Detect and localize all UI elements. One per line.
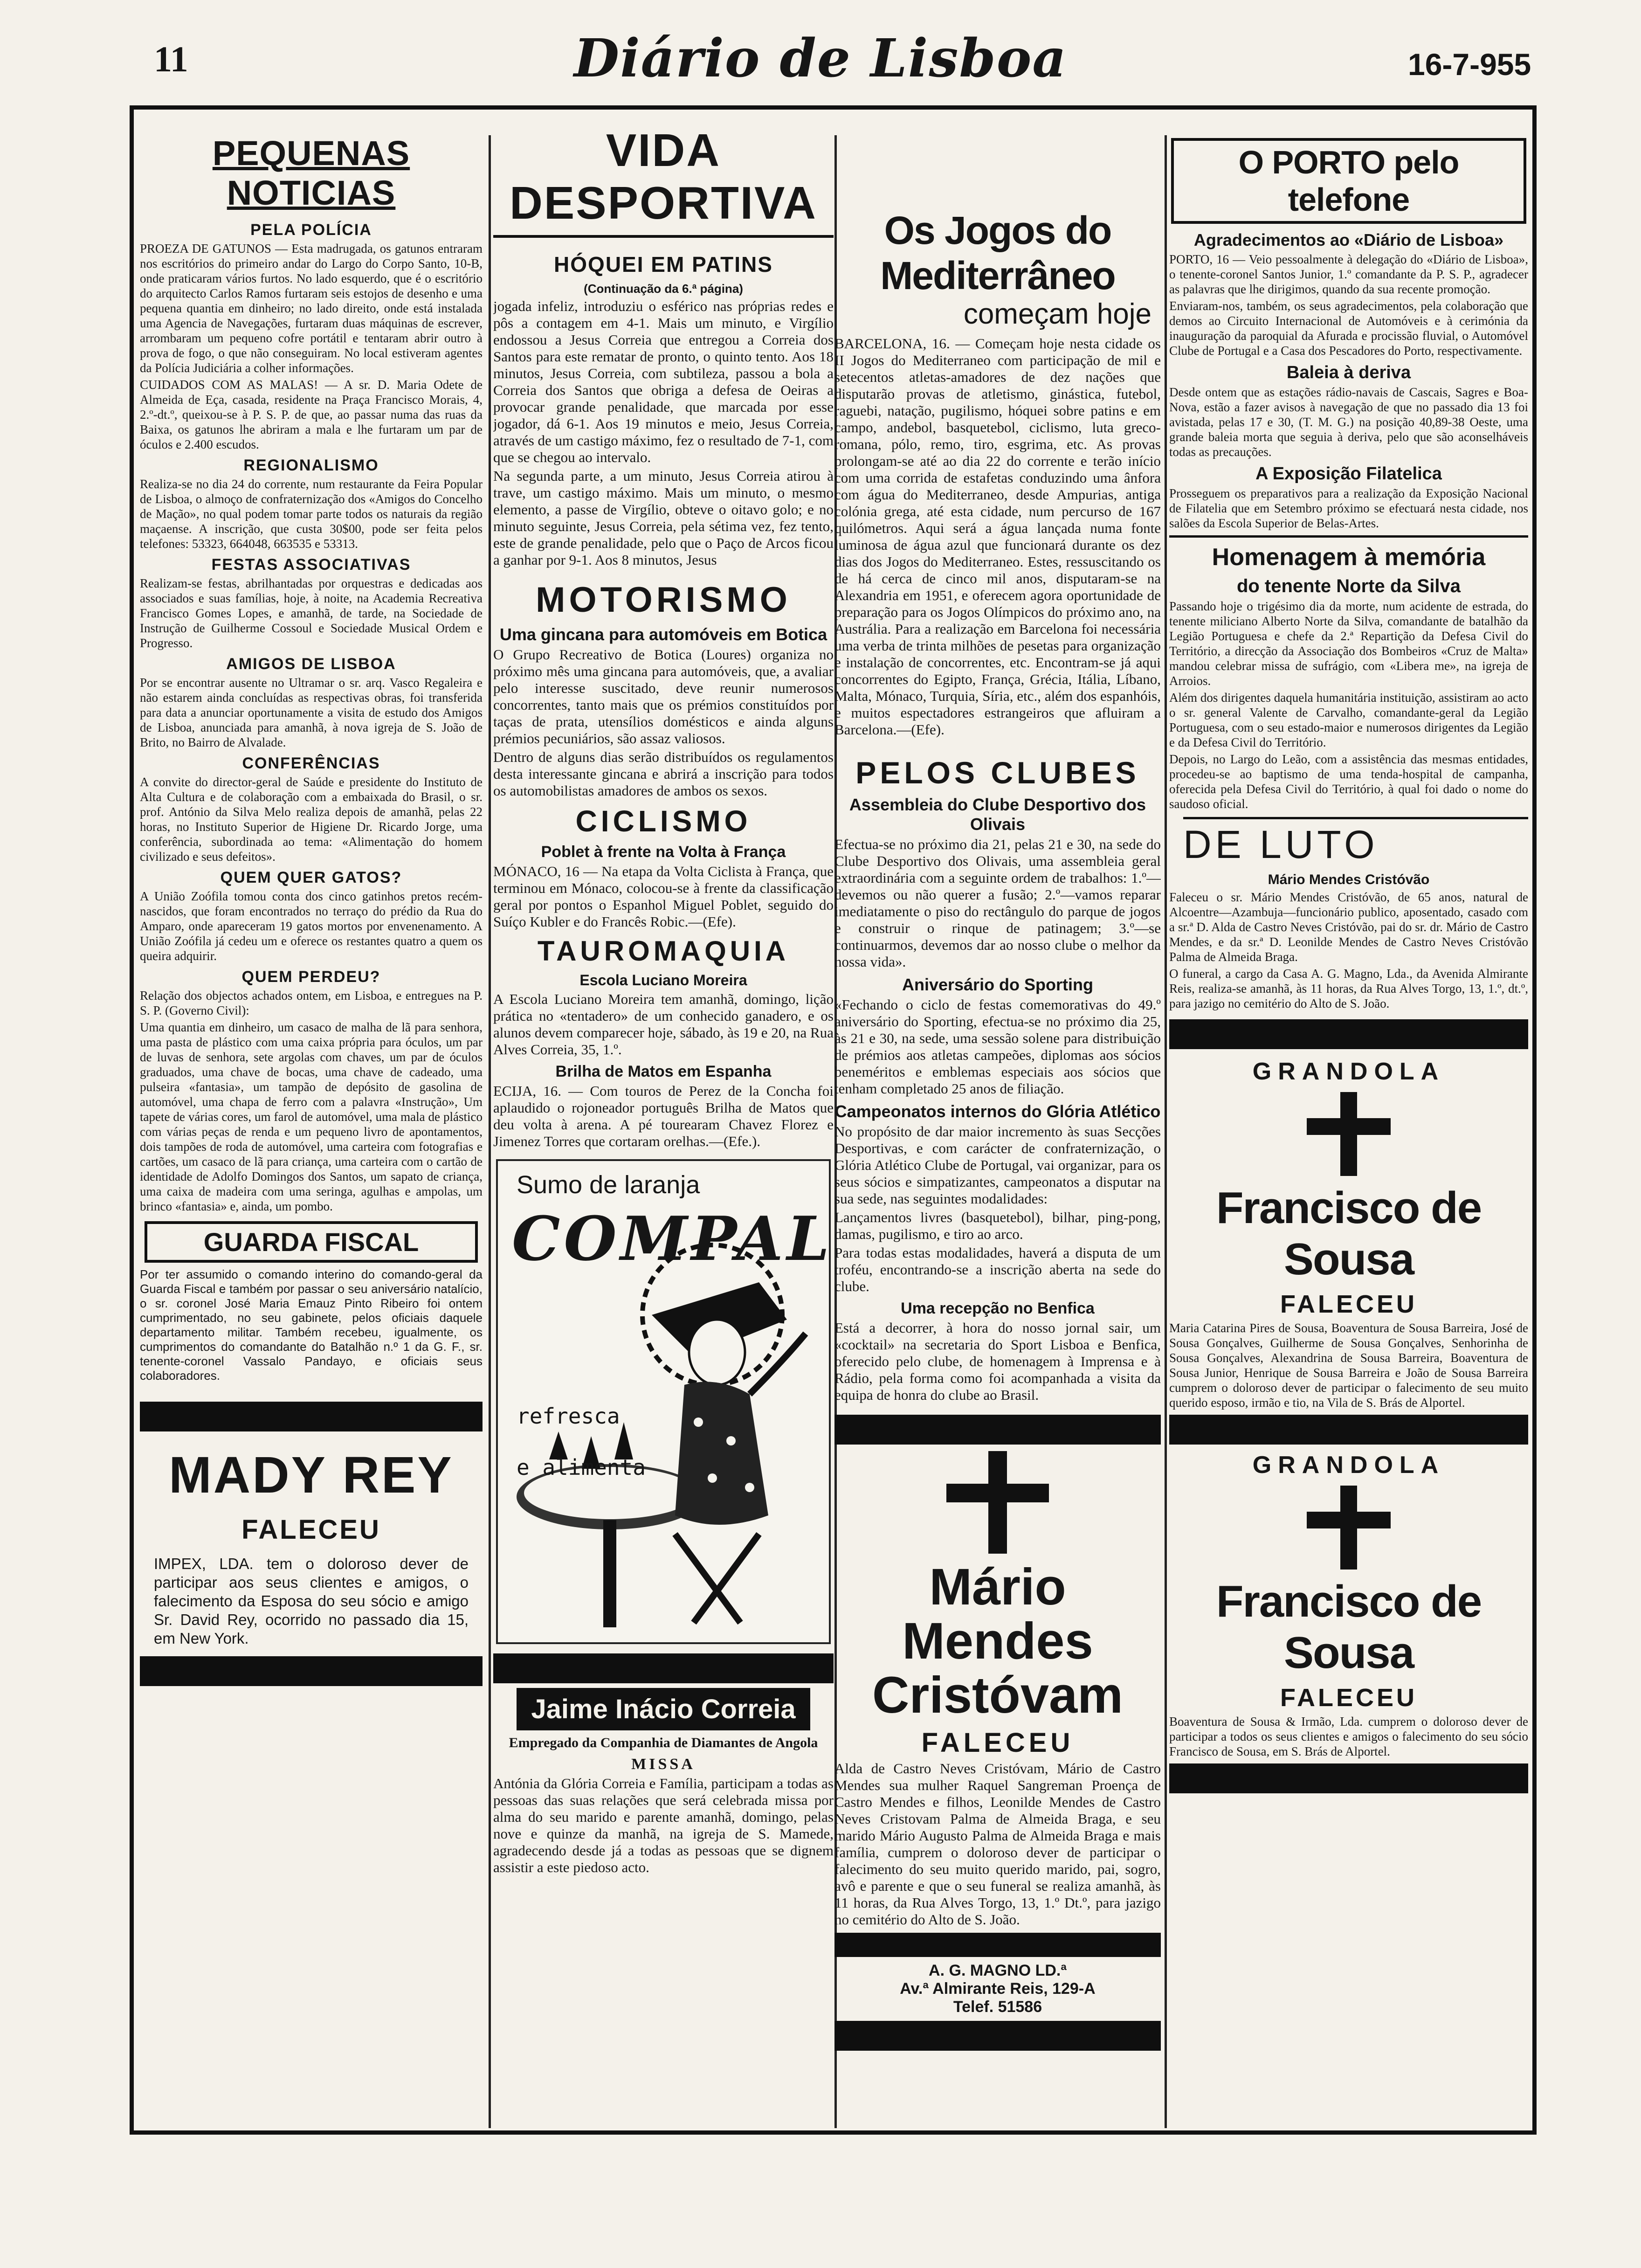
headline: PELOS CLUBES bbox=[855, 755, 1140, 790]
obituary-name: Cristóvam bbox=[872, 1666, 1123, 1724]
black-band bbox=[140, 1656, 483, 1686]
obituary-text: Boaventura de Sousa & Irmão, Lda. cumprem o doloroso dever de participar a todos os seus clientes e amigos o falecimento do seu sócio Francisco de Sousa, em S. Brás de Alportel. bbox=[1169, 1715, 1528, 1758]
headline: TAUROMAQUIA bbox=[537, 935, 790, 967]
obituary-name: Francisco de Sousa bbox=[1216, 1577, 1482, 1678]
article-text: O Grupo Recreativo de Botica (Loures) organiza no próximo mês uma gincana para automóveis, que, a avaliar pelo interesse suscitado, deve reunir numerosos concorrentes, tanto mais que os prémios constituídos por taças de prata, utensílios domésticos e ainda alguns prémios pecuniários, são assaz valiosos. bbox=[493, 646, 834, 747]
article-text: Faleceu o sr. Mário Mendes Cristóvão, de 65 anos, natural de Alcoentre—Azambuja—funcionário publico, aposentado, casado com a sr.ª D. Alda de Castro Neves Cristóvão, pai do sr. dr. Mário de Castro Mendes, e da sr.ª D. Leonilde Mendes de Castro Neves Cristóvão Palma de Almeida Braga. bbox=[1169, 890, 1528, 964]
cross-icon bbox=[1307, 1092, 1391, 1176]
subhead: PELA POLÍCIA bbox=[250, 221, 372, 239]
headline-continuation: começam hoje bbox=[963, 298, 1151, 330]
obituary-place: GRANDOLA bbox=[1252, 1452, 1445, 1479]
subhead: Baleia à deriva bbox=[1286, 363, 1411, 382]
obituary-name: Jaime Inácio Correia bbox=[517, 1688, 810, 1730]
headline: HÓQUEI EM PATINS bbox=[554, 252, 773, 277]
masthead bbox=[0, 0, 1641, 98]
subhead: QUEM QUER GATOS? bbox=[220, 869, 402, 886]
subhead: Escola Luciano Moreira bbox=[579, 972, 747, 989]
subhead: AMIGOS DE LISBOA bbox=[226, 655, 396, 673]
obituary-text: IMPEX, LDA. tem o doloroso dever de participar aos seus clientes e amigos, o falecimento da Esposa do seu sócio e amigo Sr. David Rey, ocorrido no passado dia 15, em New York. bbox=[154, 1555, 469, 1647]
black-band bbox=[140, 1402, 483, 1431]
obituary-name: MADY REY bbox=[169, 1446, 454, 1504]
article-text: PORTO, 16 — Veio pessoalmente à delegação do «Diário de Lisboa», o tenente-coronel Santos Junior, 1.º comandante da P. S. P., agradecer as palavras que lhe dirigimos, quando da sua recente promoção. bbox=[1169, 252, 1528, 296]
headline-de-luto: DE LUTO bbox=[1183, 817, 1528, 867]
column-rule bbox=[489, 135, 491, 2128]
obituary-faleceu: FALECEU bbox=[1280, 1684, 1418, 1712]
subhead: Assembleia do Clube Desportivo dos Olivais bbox=[849, 795, 1146, 834]
black-band bbox=[834, 1415, 1161, 1445]
subhead: FESTAS ASSOCIATIVAS bbox=[211, 556, 411, 574]
article-text: CUIDADOS COM AS MALAS! — A sr. D. Maria Odete de Almeida de Eça, casada, residente na Praça Francisco Morais, 4, 2.º-dt.º, queixou-se à P. S. P. de que, ao passar numa das ruas da Baixa, os gatunos lhe abriram a mala e lhe furtaram um par de óculos e 2.400 escudos. bbox=[140, 378, 483, 451]
issue-date: 16-7-955 bbox=[1408, 47, 1531, 82]
column-jogos-mediterraneo bbox=[834, 110, 1161, 2132]
obituary-text: Maria Catarina Pires de Sousa, Boaventura de Sousa Barreira, José de Sousa Gonçalves, Guilherme de Sousa Gonçalves, Senhorinha de Sousa Gonçalves, Alexandrina de Sousa Barreira, Boaventura de Sousa Junior, Henrique de Sousa Barreira e João de Sousa Barreira cumprem o doloroso dever de participar o falecimento de seu muito querido esposo, irmão e tio, na Vila de S. Brás de Alportel. bbox=[1169, 1321, 1528, 1410]
black-band bbox=[834, 1933, 1161, 1957]
article-text: Está a decorrer, à hora do nosso jornal sair, um «cocktail» na secretaria do Sport Lisboa e Benfica, oferecido pelo clube, de homenagem à Imprensa e à Rádio, pela forma como foi acompanhada a visita da equipa de honra do clube ao Brasil. bbox=[834, 1320, 1161, 1403]
headline: CICLISMO bbox=[575, 804, 752, 838]
obituary-faleceu: FALECEU bbox=[241, 1514, 381, 1545]
newspaper-title: Diário de Lisboa bbox=[574, 28, 1067, 89]
article-text: Depois, no Largo do Leão, com a assistência das mesmas entidades, procedeu-se ao baptismo de uma tenda-hospital de campanha, oferecida pela Defesa Civil do Território, à qual foi dado o nome do saudoso oficial. bbox=[1169, 752, 1528, 811]
obituary-place: GRANDOLA bbox=[1252, 1058, 1445, 1085]
article-text: «Fechando o ciclo de festas comemorativas do 49.º aniversário do Sporting, efectua-se no próximo dia 25, às 21 e 30, na sede, uma sessão solene para distribuição de prémios aos atletas campeões, diplomas aos sócios beneméritos e emblemas especiais aos sócios que tenham completado 25 anos de filiação. bbox=[834, 996, 1161, 1097]
headline: MOTORISMO bbox=[536, 580, 791, 620]
obituary-missa: MISSA bbox=[631, 1756, 696, 1773]
article-text: Efectua-se no próximo dia 21, pelas 21 e 30, na sede do Clube Desportivo dos Olivais, uma assembleia geral extraordinária com a seguinte ordem de trabalhos: 1.º—devemos ou não querer a fusão; 2.º—vamos reparar imediatamente o piso do rectângulo do parque de jogos e construir o rinque de patinagem; 3.º—se continuarmos, devemos dar ao nosso clube o melhor da nossa vida». bbox=[834, 836, 1161, 970]
page-number: 11 bbox=[154, 39, 188, 79]
article-text: A União Zoófila tomou conta dos cinco gatinhos pretos recém-nascidos, que foram encontrados no terraço do prédio da Rua do Amparo, onde apareceram 19 gatos mortos por envenenamento. A União Zoófila já cedeu um e oferece os restantes quatro a quem os queira adquirir. bbox=[140, 889, 483, 963]
subhead: CONFERÊNCIAS bbox=[242, 754, 380, 772]
article-text: PROEZA DE GATUNOS — Esta madrugada, os gatunos entraram nos escritórios do primeiro andar do Largo do Corpo Santo, 10-B, onde praticaram vários furtos. No lado esquerdo, que é o escritório do arquitecto Carlos Ramos furtaram seis estojos de desenho e uma pequena quantia em dinheiro; no lado direito, onde está instalada uma Agencia de Navegações, furtaram duas máquinas de escrever, arrombaram um pequeno cofre portátil e tentaram abrir outro à prova de fogo, o que não conseguiram. No local estiveram agentes da Polícia Judiciária a colher informações. bbox=[140, 242, 483, 375]
subhead: REGIONALISMO bbox=[243, 456, 379, 474]
article-text: BARCELONA, 16. — Começam hoje nesta cidade os II Jogos do Mediterraneo com participação de mil e setecentos atletas-amadores de dez nações que disputarão provas de atletismo, ginástica, futebol, raguebi, natação, pugilismo, hóquei sobre patins e em campo, andebol, basquetebol, ciclismo, luta greco-romana, pólo, remo, tiro, esgrima, etc. As provas prolongam-se até ao dia 22 do corrente e terão início com uma corrida de estafetas conduzindo uma ânfora com água do Mediterraneo, desde Ampurias, antiga colónia grega, até esta cidade, num percurso de 167 quilómetros. Aqui será a água lançada numa fonte luminosa de água azul que funcionará durante os dez dias dos Jogos do Mediterraneo. Estes, ressuscitando os de há cerca de cinco mil anos, disputaram-se na Alexandria em 1951, e oferecem agora oportunidade de preparação para os Jogos Olímpicos do próximo ano, na Austrália. Para a realização em Barcelona foi necessária uma verba de trinta milhões de pesetas para organização e instalação de concorrentes, etc. Encontram-se já aqui concorrentes do Egipto, França, Grécia, Itália, Líbano, Malta, Mónaco, Turquia, Síria, etc., além dos espanhóis, e muitos espectadores estrangeiros que afluiram a Barcelona.—(Efe). bbox=[834, 335, 1161, 738]
subhead: Aniversário do Sporting bbox=[902, 975, 1094, 994]
obituary-text: Antónia da Glória Correia e Família, participam a todas as pessoas das suas relações que será celebrada missa por alma do seu marido e parente amanhã, domingo, pelas nove e quinze da manhã, na igreja de S. Mamede, agradecendo desde já a todas as pessoas que se dignem assistir a este piedoso acto. bbox=[493, 1775, 834, 1875]
obituary-faleceu: FALECEU bbox=[1280, 1290, 1418, 1318]
article-text: Enviaram-nos, também, os seus agradecimentos, pela colaboração que demos ao Circuito Internacional de Automóveis e à cerimónia da inauguração da paroquial da Afurada e procissão fluvial, o Automóvel Clube de Portugal e a Casa dos Pescadores do Porto, respectivamente. bbox=[1169, 299, 1528, 358]
article-text: Realizam-se festas, abrilhantadas por orquestras e dedicadas aos associados e suas famílias, hoje, à noite, na Academia Recreativa Francisco Gomes Lopes, e amanhã, de tarde, na Sociedade de Instrução de Guilherme Cossoul e Sociedade Musical Ordem e Progresso. bbox=[140, 576, 483, 650]
black-band bbox=[834, 2021, 1161, 2051]
obituary-name: Francisco de Sousa bbox=[1216, 1183, 1482, 1284]
subhead: do tenente Norte da Silva bbox=[1236, 576, 1461, 596]
obituary-text: Alda de Castro Neves Cristóvam, Mário de Castro Mendes sua mulher Raquel Sangreman Proença de Castro Mendes e filhos, Leonilde Mendes de Castro Neves Cristovam Palma de Almeida Braga, e seu marido Mário Augusto Palma de Almeida Braga e mais família, cumprem o doloroso dever de participar o falecimento do seu muito querido marido, pai, sogro, avô e parente e que o seu funeral se realiza amanhã, às 11 horas, da Rua Alves Torgo, 13, 1.º Dt.º, para jazigo no cemitério do Alto de S. João. bbox=[834, 1760, 1161, 1928]
obituary-subtitle: Empregado da Companhia de Diamantes de Angola bbox=[509, 1735, 818, 1750]
article-text: jogada infeliz, introduziu o esférico nas próprias redes e pôs a contagem em 4-1. Mais um minuto, e Virgílio endossou a Jesus Correia que entregou a Correia dos Santos para este rematar de pronto, o quinto tento. Aos 18 minutos, Jesus Correia, com subtileza, passou a bola a Correia dos Santos que obriga a defesa de Oeiras a provocar grande penalidade, que marcada por esse jogador, dá 6-1. Aos 19 minutos e meio, Jesus Correia, através de um castigo máximo, fez o resultado de 7-1, com que se chegou ao intervalo. bbox=[493, 298, 834, 465]
subhead: Mário Mendes Cristóvão bbox=[1268, 872, 1430, 887]
funeral-agency-address: Av.ª Almirante Reis, 129-A bbox=[900, 1980, 1096, 1998]
cross-icon bbox=[1307, 1486, 1391, 1570]
section-title: PEQUENAS NOTICIAS bbox=[212, 134, 410, 212]
article-text: Desde ontem que as estações rádio-navais de Cascais, Sagres e Boa-Nova, estão a fazer avisos à navegação de que no passado dia 13 foi avistada, pelas 17 e 30, (T. M. G.) na posição 40,89-38 Oeste, uma grande baleia morta que seguia à deriva, pelo que são aconselháveis todas as precauções. bbox=[1169, 385, 1528, 459]
ad-brand: COMPAL bbox=[512, 1203, 834, 1274]
article-text: Além dos dirigentes daquela humanitária instituição, assistiram ao acto o sr. general Valente de Carvalho, comandante-geral da Legião Portuguesa, com o seu estado-maior e numerosos dirigentes da Legião e da Defesa Civil do Território. bbox=[1169, 691, 1528, 749]
article-text: Passando hoje o trigésimo dia da morte, num acidente de estrada, do tenente miliciano Alberto Norte da Silva, comandante de batalhão da Legião Portuguesa e chefe da 2.ª Repartição da Defesa Civil do Território, a direcção da Associação dos Bombeiros «Cruz de Malta» mandou celebrar missa de sufrágio, com «Libera me», na igreja de Arroios. bbox=[1169, 599, 1528, 688]
article-text: Por ter assumido o comando interino do comando-geral da Guarda Fiscal e também por passar o seu aniversário natalício, o sr. coronel José Maria Emauz Pinto Ribeiro foi ontem cumprimentado, no seu gabinete, pelos oficiais daquele departamento militar. Também recebeu, igualmente, os cumprimentos do comandante do Batalhão n.º 1 da G. F., sr. tenente-coronel Vassalo Pandayo, e oficiais seus colaboradores. bbox=[140, 1267, 483, 1383]
subhead: Uma gincana para automóveis em Botica bbox=[499, 625, 827, 644]
subhead: QUEM PERDEU? bbox=[241, 968, 381, 986]
article-text: MÓNACO, 16 — Na etapa da Volta Ciclista à França, que terminou em Mónaco, colocou-se à frente da classificação geral por pontos o Espanhol Miguel Poblet, seguido do Suíço Kubler e do Francês Robic.—(Efe). bbox=[493, 863, 834, 930]
obituary-faleceu: FALECEU bbox=[921, 1728, 1074, 1758]
subhead: Brilha de Matos em Espanha bbox=[555, 1063, 772, 1080]
cross-icon bbox=[946, 1451, 1049, 1554]
column-rule bbox=[1165, 135, 1167, 2128]
section-title: VIDA DESPORTIVA bbox=[493, 124, 834, 238]
subhead: Campeonatos internos do Glória Atlético bbox=[834, 1102, 1161, 1121]
continuation-note: (Continuação da 6.ª página) bbox=[584, 282, 743, 296]
obituary-name: Mário Mendes bbox=[902, 1558, 1093, 1670]
black-band bbox=[1169, 1763, 1528, 1793]
article-text: Realiza-se no dia 24 do corrente, num restaurante da Feira Popular de Lisboa, o almoço de confraternização dos «Amigos do Concelho de Mação», no qual podem tomar parte todos os naturais da região maçaense. A inscrição, que custa 30$00, pode ser feita pelos telefones: 53323, 664048, 663535 e 53313. bbox=[140, 477, 483, 551]
ad-slogan: e alimenta bbox=[517, 1455, 646, 1480]
article-text: A Escola Luciano Moreira tem amanhã, domingo, lição prática no «tentadero» de um conhecido ganadero, e os alunos devem comparecer hoje, sábado, às 19 e 20, na Rua Alves Correia, 35, 1.º. bbox=[493, 991, 834, 1058]
subhead: A Exposição Filatelica bbox=[1255, 464, 1442, 484]
ad-slogan: refresca bbox=[517, 1404, 620, 1429]
article-text: A convite do director-geral de Saúde e presidente do Instituto de Alta Cultura e de colaboração com a embaixada do Brasil, o sr. prof. António da Silva Melo realiza depois de amanhã, pelas 22 horas, no Instituto Superior de Higiene Dr. Ricardo Jorge, uma conferência, subordinada ao tema: «Alimentação do homem civilizado e seus defeitos». bbox=[140, 775, 483, 864]
black-band bbox=[1169, 1415, 1528, 1445]
black-band bbox=[1169, 1019, 1528, 1049]
article-text: Na segunda parte, a um minuto, Jesus Correia atirou à trave, um castigo máximo. Mais um minuto, o mesmo elemento, a passe de Virgílio, obteve o oitavo golo; e no minuto seguinte, Jesus Correia, pela sétima vez, fez tento, este de grande penalidade, pelo que o Paço de Arcos ficou a ganhar por 9-1. Aos 8 minutos, Jesus bbox=[493, 468, 834, 568]
column-vida-desportiva bbox=[493, 110, 834, 2132]
article-text: Dentro de alguns dias serão distribuídos os regulamentos desta interessante gincana e abrirá a inscrição para todos os automobilistas amadores de ambos os sexos. bbox=[493, 749, 834, 799]
subhead: Uma recepção no Benfica bbox=[901, 1300, 1095, 1317]
article-text: Lançamentos livres (basquetebol), bilhar, ping-pong, damas, pugilismo, e tiro ao arco. bbox=[834, 1209, 1161, 1242]
column-pequenas-noticias bbox=[140, 110, 483, 2132]
section-title: O PORTO pelo telefone bbox=[1171, 138, 1526, 224]
article-text: Para todas estas modalidades, haverá a disputa de um troféu, encontrando-se a inscrição aberta na sede do clube. bbox=[834, 1245, 1161, 1294]
compal-advertisement bbox=[496, 1159, 834, 1644]
funeral-agency-name: A. G. MAGNO LD.ª bbox=[929, 1962, 1067, 1979]
funeral-agency-phone: Telef. 51586 bbox=[953, 1998, 1042, 2016]
article-text: O funeral, a cargo da Casa A. G. Magno, Lda., da Avenida Almirante Reis, realiza-se amanhã, às 11 horas, da Rua Alves Torgo, 13, 1.º, dt.º, para jazigo no cemitério do Alto de S. João. bbox=[1169, 967, 1528, 1010]
article-text: Por se encontrar ausente no Ultramar o sr. arq. Vasco Regaleira e não estarem ainda concluídas as respectivas obras, foi transferida para data a anunciar oportunamente a visita de estudo dos Amigos de Lisboa, anunciada para amanhã, à nova igreja de S. João de Brito, no Bairro de Alvalade. bbox=[140, 676, 483, 749]
article-text: Prosseguem os preparativos para a realização da Exposição Nacional de Filatelia que em Setembro próximo se efectuará nesta cidade, nos salões da Escola Superior de Belas-Artes. bbox=[1169, 486, 1528, 530]
article-text: Uma quantia em dinheiro, um casaco de malha de lã para senhora, uma pasta de plástico com uma caixa própria para óculos, um par de luvas de senhora, sete argolas com chaves, um par de óculos graduados, uma chave de bocas, uma chave de cadeado, uma pulseira «fantasia», um tampão de depósito de gasolina de automóvel, uma chapa de ferro com a palavra «Instrução», Um tapete de várias cores, um farol de automóvel, uma mala de plástico com várias peças de renda e um pequeno livro de apontamentos, dois tampões de roda de automóvel, uma carteira com fotografias e cartões, um casaco de lã para criança, uma carteira com o cartão de identidade de Adolfo Domingos dos Santos, um sapato de criança, uma caixa de madeira com uma seringa, agulhas e ampolas, um brinco «fantasia» e, ainda, um pombo. bbox=[140, 1020, 483, 1213]
article-text: Relação dos objectos achados ontem, em Lisboa, e entregues na P. S. P. (Governo Civil): bbox=[140, 989, 483, 1017]
article-text: ECIJA, 16. — Com touros de Perez de la Concha foi aplaudido o rojoneador português Brilha de Matos que deu volta à arena. A pé tourearam Chavez Florez e Jimenez Torres que cortaram orelhas.—(Efe.). bbox=[493, 1083, 834, 1149]
subhead: Agradecimentos ao «Diário de Lisboa» bbox=[1193, 230, 1504, 249]
headline: Homenagem à memória bbox=[1169, 535, 1528, 571]
ad-tagline: Sumo de laranja bbox=[517, 1171, 700, 1199]
black-band bbox=[493, 1653, 834, 1683]
subhead: Poblet à frente na Volta à França bbox=[541, 843, 786, 861]
article-text: No propósito de dar maior incremento às suas Secções Desportivas, e com carácter de confraternização, o Glória Atlético Clube de Portugal, vai organizar, para os seus sócios e simpatizantes, campeonatos a disputar na sua sede, nas seguintes modalidades: bbox=[834, 1123, 1161, 1207]
column-porto-telefone bbox=[1169, 110, 1528, 2132]
headline: Os Jogos do Mediterrâneo bbox=[880, 208, 1115, 297]
subhead-guarda-fiscal: GUARDA FISCAL bbox=[145, 1221, 478, 1263]
